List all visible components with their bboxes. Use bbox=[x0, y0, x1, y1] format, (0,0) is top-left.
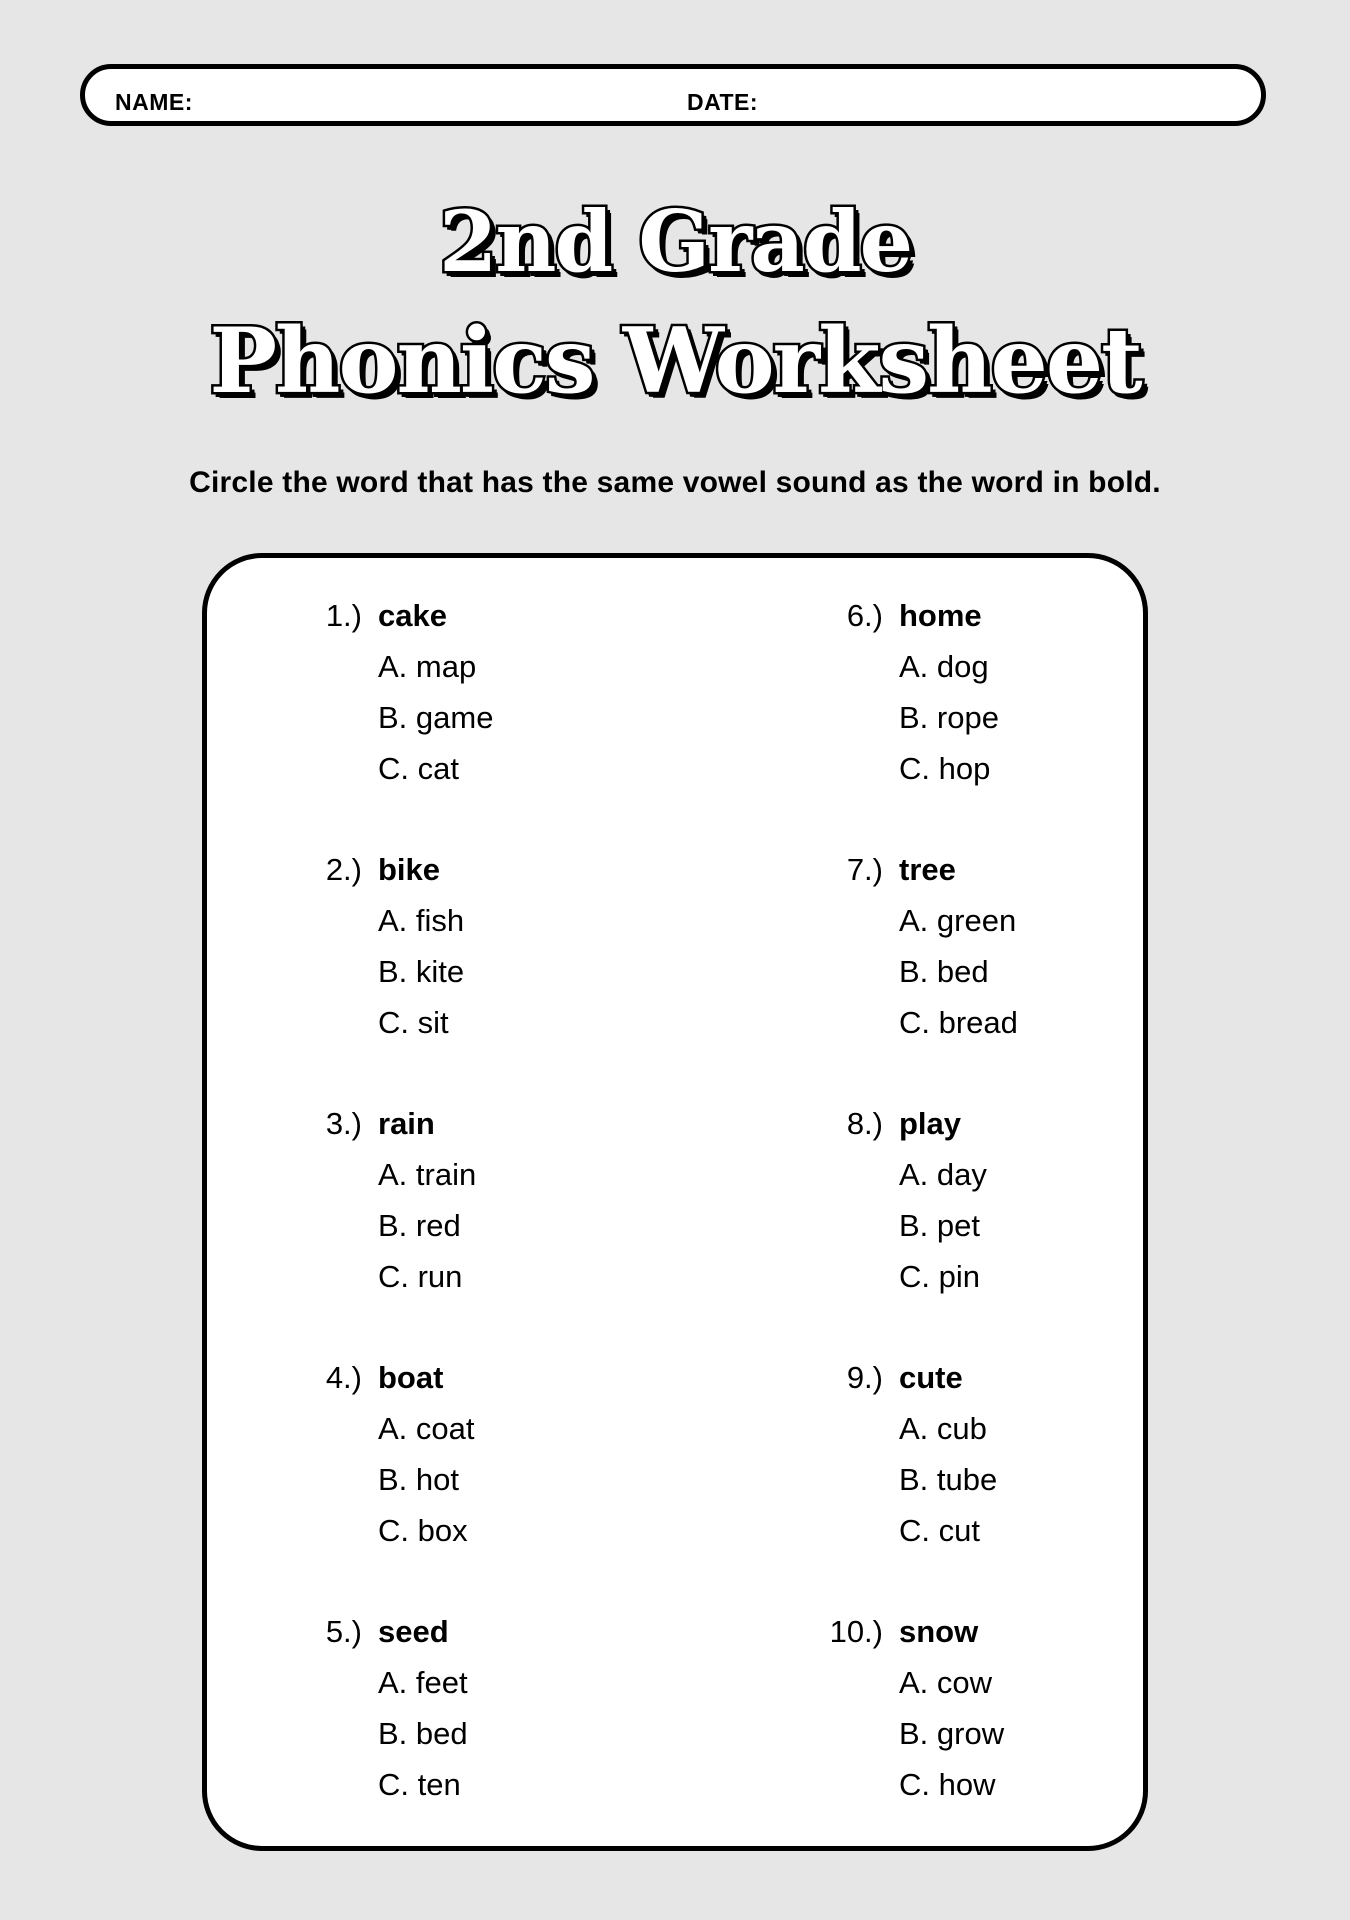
question-number: 4.) bbox=[325, 1360, 362, 1395]
option-a[interactable]: A. green bbox=[899, 903, 1017, 938]
questions-card bbox=[202, 553, 1148, 1851]
question-number: 3.) bbox=[325, 1106, 362, 1141]
question-word: cake bbox=[378, 598, 447, 633]
question-number: 6.) bbox=[846, 598, 883, 633]
question-10 bbox=[829, 1614, 1005, 1818]
option-c[interactable]: C. cut bbox=[899, 1513, 980, 1548]
instructions: Circle the word that has the same vowel sound as the word in bold. bbox=[189, 466, 1161, 499]
option-c[interactable]: C. hop bbox=[899, 751, 991, 786]
question-5 bbox=[325, 1614, 468, 1818]
option-b[interactable]: B. rope bbox=[899, 700, 999, 735]
option-b[interactable]: B. kite bbox=[378, 954, 465, 989]
question-word: play bbox=[899, 1106, 962, 1141]
question-2 bbox=[325, 852, 465, 1056]
question-word: seed bbox=[378, 1614, 449, 1649]
option-b[interactable]: B. game bbox=[378, 700, 494, 735]
question-number: 10.) bbox=[829, 1614, 883, 1649]
option-b[interactable]: B. tube bbox=[899, 1462, 998, 1497]
option-a[interactable]: A. map bbox=[378, 649, 477, 684]
option-a[interactable]: A. coat bbox=[378, 1411, 475, 1446]
question-number: 1.) bbox=[325, 598, 362, 633]
option-b[interactable]: B. grow bbox=[899, 1716, 1005, 1751]
question-number: 7.) bbox=[846, 852, 883, 887]
question-word: snow bbox=[899, 1614, 979, 1649]
question-3 bbox=[325, 1106, 477, 1310]
question-number: 5.) bbox=[325, 1614, 362, 1649]
option-a[interactable]: A. cow bbox=[899, 1665, 993, 1700]
question-word: home bbox=[899, 598, 982, 633]
option-c[interactable]: C. run bbox=[378, 1259, 463, 1294]
question-9 bbox=[846, 1360, 998, 1564]
name-label: NAME: bbox=[115, 89, 193, 115]
date-label: DATE: bbox=[687, 89, 759, 115]
option-a[interactable]: A. day bbox=[899, 1157, 987, 1192]
option-c[interactable]: C. pin bbox=[899, 1259, 980, 1294]
question-1 bbox=[325, 598, 494, 802]
option-c[interactable]: C. how bbox=[899, 1767, 996, 1802]
option-b[interactable]: B. bed bbox=[378, 1716, 468, 1751]
question-8 bbox=[846, 1106, 987, 1310]
option-c[interactable]: C. ten bbox=[378, 1767, 461, 1802]
question-word: tree bbox=[899, 852, 956, 887]
option-c[interactable]: C. sit bbox=[378, 1005, 449, 1040]
question-number: 9.) bbox=[846, 1360, 883, 1395]
option-b[interactable]: B. hot bbox=[378, 1462, 459, 1497]
option-a[interactable]: A. train bbox=[378, 1157, 477, 1192]
question-7 bbox=[846, 852, 1018, 1056]
option-a[interactable]: A. fish bbox=[378, 903, 465, 938]
option-b[interactable]: B. bed bbox=[899, 954, 989, 989]
question-number: 8.) bbox=[846, 1106, 883, 1141]
name-date-bar bbox=[80, 64, 1266, 126]
option-b[interactable]: B. pet bbox=[899, 1208, 980, 1243]
title-line-1: 2nd Grade bbox=[438, 192, 912, 291]
option-c[interactable]: C. cat bbox=[378, 751, 459, 786]
option-a[interactable]: A. dog bbox=[899, 649, 989, 684]
question-word: rain bbox=[378, 1106, 435, 1141]
question-number: 2.) bbox=[325, 852, 362, 887]
option-a[interactable]: A. feet bbox=[378, 1665, 468, 1700]
option-c[interactable]: C. box bbox=[378, 1513, 468, 1548]
option-c[interactable]: C. bread bbox=[899, 1005, 1018, 1040]
question-word: bike bbox=[378, 852, 441, 887]
question-6 bbox=[846, 598, 999, 802]
option-b[interactable]: B. red bbox=[378, 1208, 461, 1243]
title-line-2: Phonics Worksheet bbox=[209, 308, 1141, 414]
option-a[interactable]: A. cub bbox=[899, 1411, 987, 1446]
question-4 bbox=[325, 1360, 475, 1564]
question-word: cute bbox=[899, 1360, 963, 1395]
question-word: boat bbox=[378, 1360, 444, 1395]
